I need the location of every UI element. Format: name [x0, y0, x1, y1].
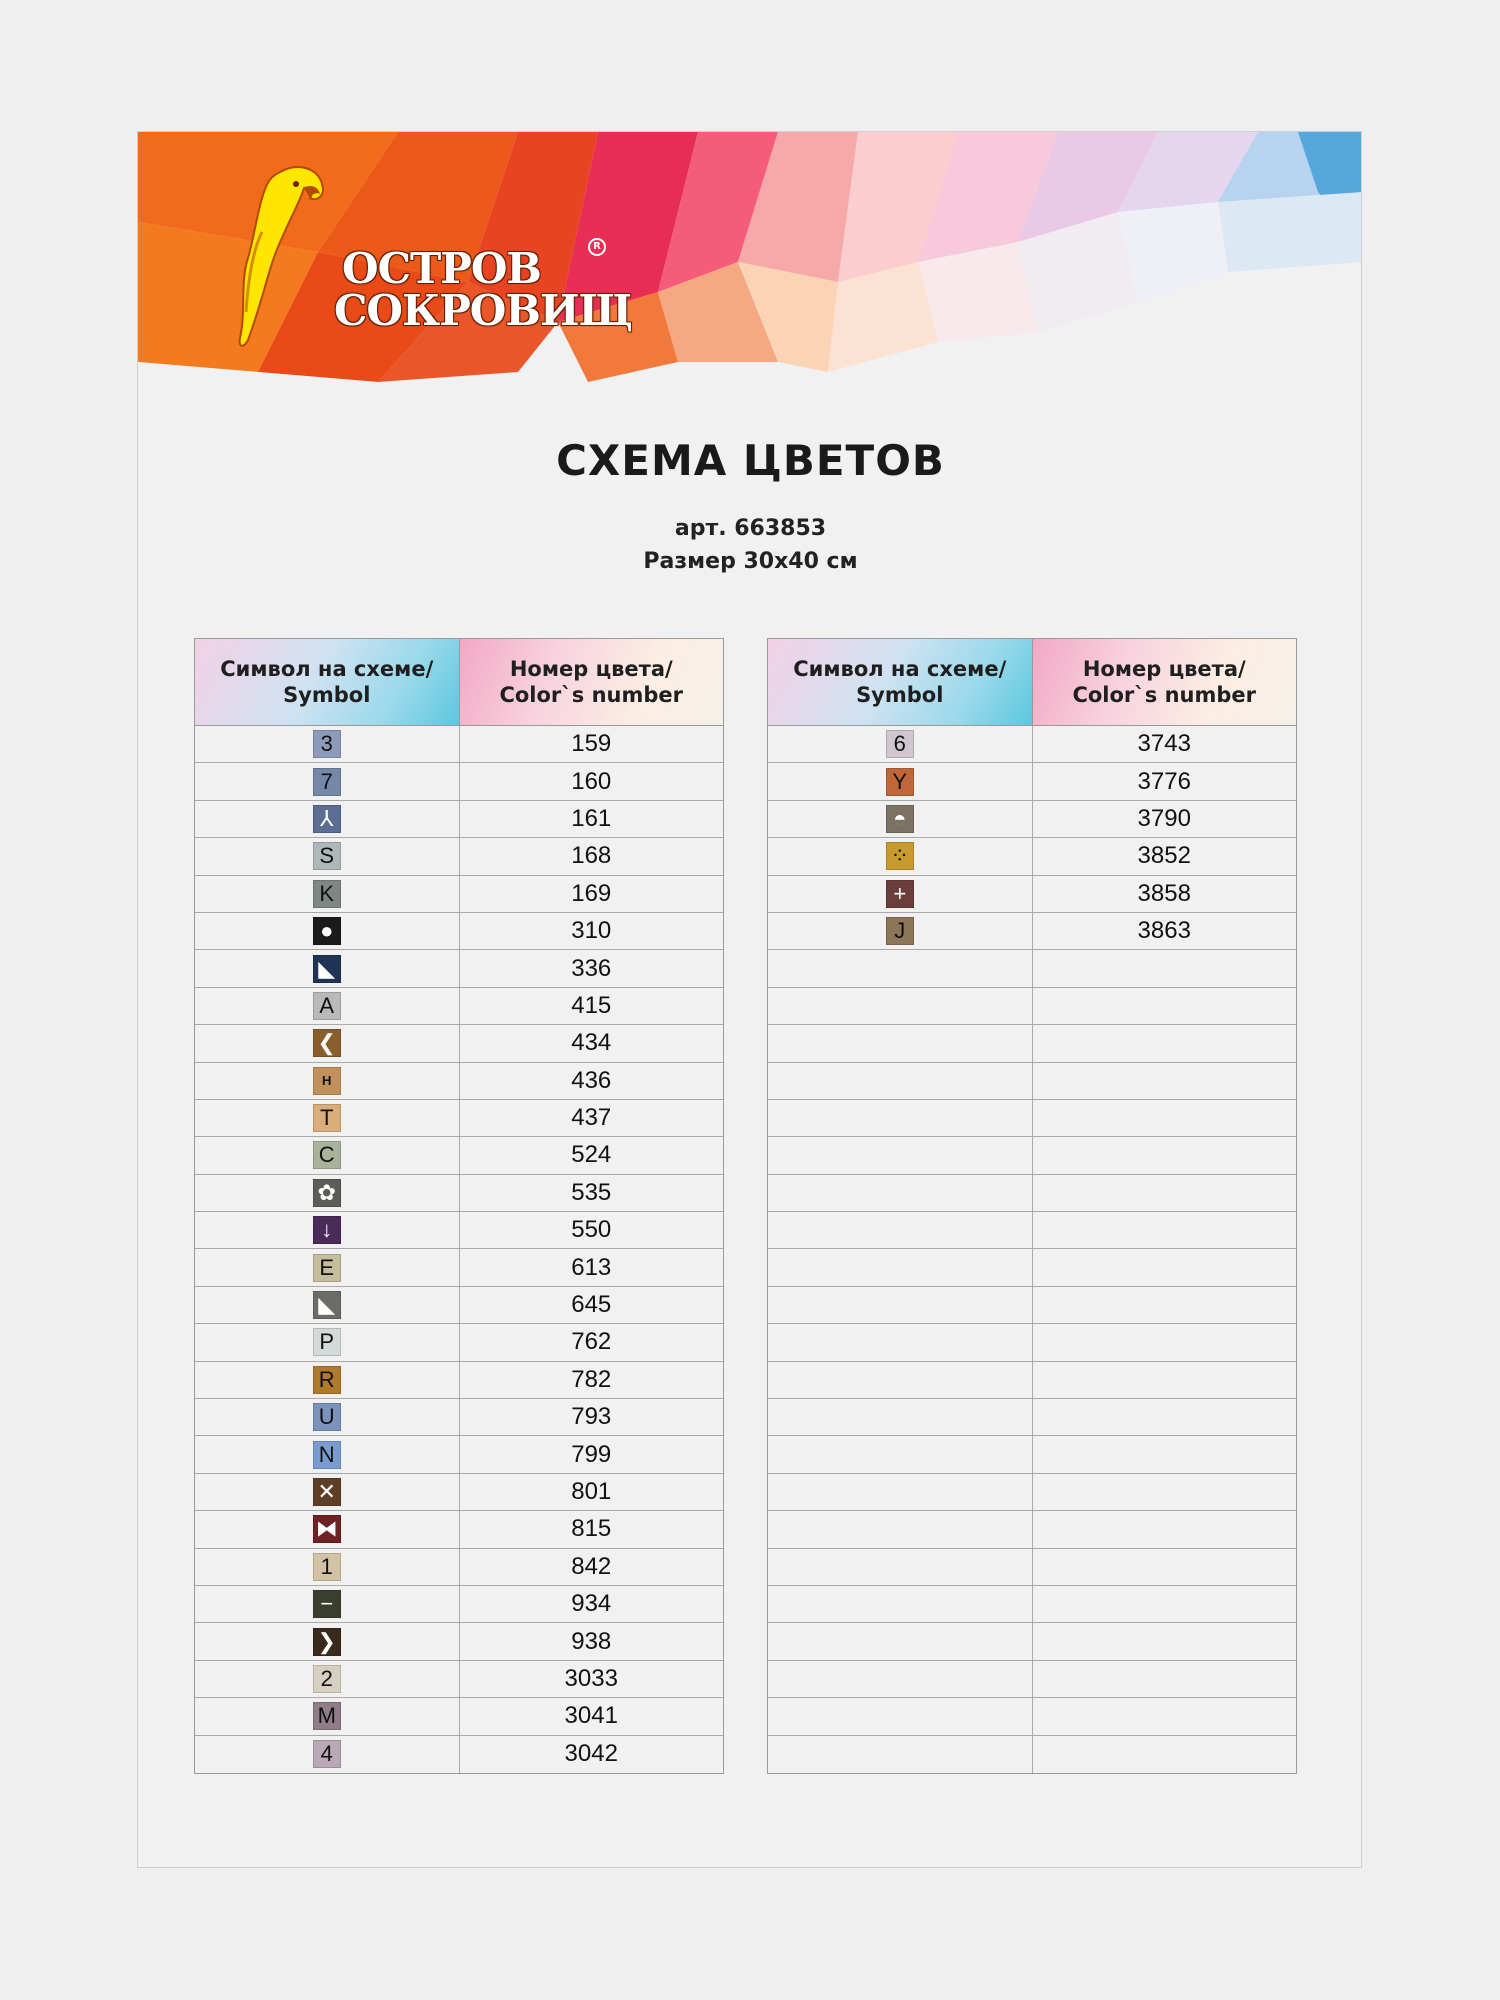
symbol-swatch: 6 — [886, 730, 914, 758]
color-number: 934 — [571, 1590, 612, 1618]
tripod-icon: ⅄ — [313, 805, 341, 833]
empty-row — [768, 1698, 1296, 1735]
empty-cell — [768, 1436, 1033, 1472]
table-row — [195, 1436, 723, 1473]
table-row — [195, 1175, 723, 1212]
empty-row — [768, 1511, 1296, 1548]
table-row — [195, 1736, 723, 1773]
empty-row — [768, 1025, 1296, 1062]
symbol-cell — [195, 1362, 460, 1398]
symbol-cell — [768, 876, 1033, 912]
symbol-swatch: A — [313, 992, 341, 1020]
parrot-logo-icon — [218, 162, 338, 352]
empty-cell — [768, 1362, 1033, 1398]
color-number: 799 — [571, 1440, 612, 1468]
color-number: 645 — [571, 1291, 612, 1319]
empty-cell — [768, 1549, 1033, 1585]
empty-row — [768, 1661, 1296, 1698]
empty-cell — [768, 1025, 1033, 1061]
empty-cell — [1033, 1212, 1297, 1248]
symbol-swatch: H — [313, 1067, 341, 1095]
symbol-swatch: N — [313, 1441, 341, 1469]
symbol-cell — [195, 1511, 460, 1547]
empty-cell — [768, 1736, 1033, 1773]
minus-icon: − — [313, 1590, 341, 1618]
arrow-down-icon: ↓ — [313, 1216, 341, 1244]
symbol-swatch: 2 — [313, 1665, 341, 1693]
symbol-swatch: M — [313, 1702, 341, 1730]
symbol-cell — [195, 1212, 460, 1248]
color-chart-sheet — [137, 131, 1362, 1868]
table-row — [195, 801, 723, 838]
color-number: 310 — [571, 917, 612, 945]
empty-row — [768, 1474, 1296, 1511]
empty-cell — [1033, 1175, 1297, 1211]
dots-icon: ⁘ — [886, 842, 914, 870]
empty-cell — [768, 1100, 1033, 1136]
color-number: 415 — [571, 991, 612, 1019]
empty-cell — [768, 950, 1033, 986]
empty-cell — [1033, 950, 1297, 986]
color-number: 550 — [571, 1216, 612, 1244]
table-header — [768, 639, 1296, 726]
empty-cell — [768, 1623, 1033, 1659]
empty-row — [768, 1586, 1296, 1623]
empty-row — [768, 1249, 1296, 1286]
table-row — [195, 1137, 723, 1174]
color-number: 159 — [571, 730, 612, 758]
color-number: 336 — [571, 954, 612, 982]
color-number: 3041 — [564, 1702, 618, 1730]
color-number: 168 — [571, 842, 612, 870]
symbol-cell — [195, 838, 460, 874]
symbol-swatch: P — [313, 1328, 341, 1356]
triangle-icon: ◣ — [313, 1291, 341, 1319]
color-number: 762 — [571, 1328, 612, 1356]
color-number: 815 — [571, 1515, 612, 1543]
table-row — [195, 1586, 723, 1623]
symbol-cell — [195, 1623, 460, 1659]
empty-row — [768, 1362, 1296, 1399]
header-symbol: Символ на схеме/ Symbol — [768, 639, 1033, 725]
color-number: 436 — [571, 1066, 612, 1094]
header-symbol: Символ на схеме/ Symbol — [195, 639, 460, 725]
color-number: 3033 — [564, 1664, 618, 1692]
empty-row — [768, 1212, 1296, 1249]
empty-cell — [1033, 1698, 1297, 1734]
color-number: 782 — [571, 1365, 612, 1393]
empty-row — [768, 988, 1296, 1025]
table-row — [195, 876, 723, 913]
empty-cell — [1033, 1324, 1297, 1360]
plus-icon: + — [886, 880, 914, 908]
table-row — [195, 1287, 723, 1324]
brand-line-2: СОКРОВИЩ — [334, 286, 632, 335]
symbol-cell — [195, 950, 460, 986]
page-title: СХЕМА ЦВЕТОВ — [556, 436, 945, 485]
symbol-cell — [195, 1586, 460, 1622]
chevron-left-icon: ❮ — [313, 1029, 341, 1057]
symbol-cell — [195, 1698, 460, 1734]
empty-cell — [1033, 1063, 1297, 1099]
symbol-cell — [195, 763, 460, 799]
table-row — [195, 1063, 723, 1100]
symbol-cell — [195, 1736, 460, 1773]
bowtie-icon: ⧓ — [313, 1515, 341, 1543]
color-number: 3852 — [1137, 842, 1191, 870]
symbol-cell — [195, 988, 460, 1024]
symbol-cell — [195, 1175, 460, 1211]
symbol-swatch: J — [886, 917, 914, 945]
empty-cell — [768, 1175, 1033, 1211]
symbol-swatch: E — [313, 1254, 341, 1282]
table-row — [195, 1661, 723, 1698]
empty-cell — [768, 1137, 1033, 1173]
symbol-swatch: Y — [886, 768, 914, 796]
color-number: 613 — [571, 1253, 612, 1281]
dot-icon: ● — [313, 917, 341, 945]
flower-icon: ✿ — [313, 1179, 341, 1207]
empty-cell — [1033, 1661, 1297, 1697]
empty-cell — [1033, 1362, 1297, 1398]
article-number: арт. 663853 — [674, 516, 827, 541]
brand-logo — [218, 162, 632, 362]
symbol-cell — [195, 1287, 460, 1323]
table-row — [768, 726, 1296, 763]
table-row — [195, 1249, 723, 1286]
color-number: 3776 — [1137, 767, 1191, 795]
table-row — [768, 913, 1296, 950]
table-row — [768, 801, 1296, 838]
symbol-cell — [195, 876, 460, 912]
symbol-cell — [195, 1436, 460, 1472]
symbol-cell — [195, 1399, 460, 1435]
table-row — [195, 1511, 723, 1548]
empty-cell — [768, 1249, 1033, 1285]
color-number: 437 — [571, 1104, 612, 1132]
empty-row — [768, 1549, 1296, 1586]
empty-cell — [1033, 1436, 1297, 1472]
color-number: 160 — [571, 767, 612, 795]
symbol-cell — [195, 1324, 460, 1360]
chevron-right-icon: ❯ — [313, 1628, 341, 1656]
article-info — [138, 512, 1362, 578]
empty-cell — [1033, 1287, 1297, 1323]
empty-row — [768, 1287, 1296, 1324]
empty-row — [768, 1137, 1296, 1174]
empty-cell — [1033, 988, 1297, 1024]
color-number: 842 — [571, 1552, 612, 1580]
header-number: Номер цвета/ Color`s number — [1033, 639, 1297, 725]
empty-row — [768, 1736, 1296, 1773]
empty-row — [768, 950, 1296, 987]
table-row — [195, 950, 723, 987]
table-row — [195, 913, 723, 950]
empty-cell — [1033, 1399, 1297, 1435]
empty-cell — [1033, 1549, 1297, 1585]
empty-cell — [1033, 1100, 1297, 1136]
color-table-left — [194, 638, 724, 1774]
cross-icon: ✕ — [313, 1478, 341, 1506]
empty-cell — [1033, 1137, 1297, 1173]
empty-row — [768, 1063, 1296, 1100]
symbol-cell — [195, 1100, 460, 1136]
empty-row — [768, 1399, 1296, 1436]
symbol-swatch: 3 — [313, 730, 341, 758]
brand-line-1: ОСТРОВ — [342, 244, 541, 293]
table-row — [195, 1474, 723, 1511]
table-row — [195, 1362, 723, 1399]
empty-cell — [768, 1324, 1033, 1360]
color-number: 3858 — [1137, 879, 1191, 907]
symbol-cell — [768, 801, 1033, 837]
table-row — [768, 838, 1296, 875]
empty-row — [768, 1623, 1296, 1660]
symbol-cell — [195, 1549, 460, 1585]
color-number: 524 — [571, 1141, 612, 1169]
empty-cell — [1033, 1736, 1297, 1773]
table-row — [195, 1100, 723, 1137]
empty-cell — [1033, 1623, 1297, 1659]
canvas-size: Размер 30х40 см — [643, 549, 858, 574]
empty-cell — [1033, 1249, 1297, 1285]
empty-cell — [768, 1586, 1033, 1622]
table-row — [195, 1623, 723, 1660]
empty-cell — [768, 1063, 1033, 1099]
color-number: 3042 — [564, 1740, 618, 1768]
symbol-cell — [195, 1063, 460, 1099]
table-row — [195, 1399, 723, 1436]
table-row — [195, 838, 723, 875]
color-number: 3863 — [1137, 917, 1191, 945]
symbol-cell — [195, 801, 460, 837]
color-number: 793 — [571, 1403, 612, 1431]
symbol-cell — [768, 838, 1033, 874]
color-number: 434 — [571, 1029, 612, 1057]
symbol-swatch: U — [313, 1403, 341, 1431]
table-row — [768, 876, 1296, 913]
empty-cell — [768, 1511, 1033, 1547]
symbol-cell — [195, 1249, 460, 1285]
color-number: 169 — [571, 879, 612, 907]
table-header — [195, 639, 723, 726]
table-row — [195, 1698, 723, 1735]
empty-cell — [768, 1661, 1033, 1697]
table-row — [195, 1212, 723, 1249]
color-number: 161 — [571, 804, 612, 832]
symbol-cell — [195, 1661, 460, 1697]
symbol-cell — [195, 726, 460, 762]
color-number: 535 — [571, 1178, 612, 1206]
empty-row — [768, 1436, 1296, 1473]
symbol-cell — [768, 913, 1033, 949]
header-number: Номер цвета/ Color`s number — [460, 639, 724, 725]
color-table-right — [767, 638, 1297, 1774]
color-number: 3790 — [1137, 804, 1191, 832]
symbol-swatch: S — [313, 842, 341, 870]
empty-row — [768, 1100, 1296, 1137]
symbol-swatch: T — [313, 1104, 341, 1132]
symbol-cell — [195, 1025, 460, 1061]
empty-row — [768, 1175, 1296, 1212]
empty-cell — [768, 1698, 1033, 1734]
symbol-cell — [195, 1474, 460, 1510]
empty-cell — [1033, 1474, 1297, 1510]
empty-cell — [768, 988, 1033, 1024]
symbol-swatch: K — [313, 880, 341, 908]
empty-cell — [768, 1287, 1033, 1323]
half-circle-icon: ◓ — [886, 805, 914, 833]
table-row — [195, 726, 723, 763]
registered-mark: R — [588, 238, 606, 256]
color-number: 938 — [571, 1627, 612, 1655]
table-row — [768, 763, 1296, 800]
empty-cell — [1033, 1025, 1297, 1061]
empty-cell — [768, 1212, 1033, 1248]
symbol-swatch: 4 — [313, 1740, 341, 1768]
empty-cell — [768, 1399, 1033, 1435]
color-number: 801 — [571, 1478, 612, 1505]
symbol-cell — [768, 763, 1033, 799]
table-row — [195, 988, 723, 1025]
empty-cell — [1033, 1511, 1297, 1547]
empty-cell — [1033, 1586, 1297, 1622]
brand-name — [334, 244, 632, 335]
symbol-cell — [195, 913, 460, 949]
arrow-icon: ◣ — [313, 955, 341, 983]
symbol-swatch: 1 — [313, 1553, 341, 1581]
table-row — [195, 763, 723, 800]
empty-row — [768, 1324, 1296, 1361]
empty-cell — [768, 1474, 1033, 1510]
symbol-swatch: 7 — [313, 768, 341, 796]
color-number: 3743 — [1137, 730, 1191, 758]
symbol-cell — [195, 1137, 460, 1173]
table-row — [195, 1324, 723, 1361]
table-row — [195, 1025, 723, 1062]
symbol-swatch: C — [313, 1141, 341, 1169]
symbol-cell — [768, 726, 1033, 762]
table-row — [195, 1549, 723, 1586]
symbol-swatch: R — [313, 1366, 341, 1394]
